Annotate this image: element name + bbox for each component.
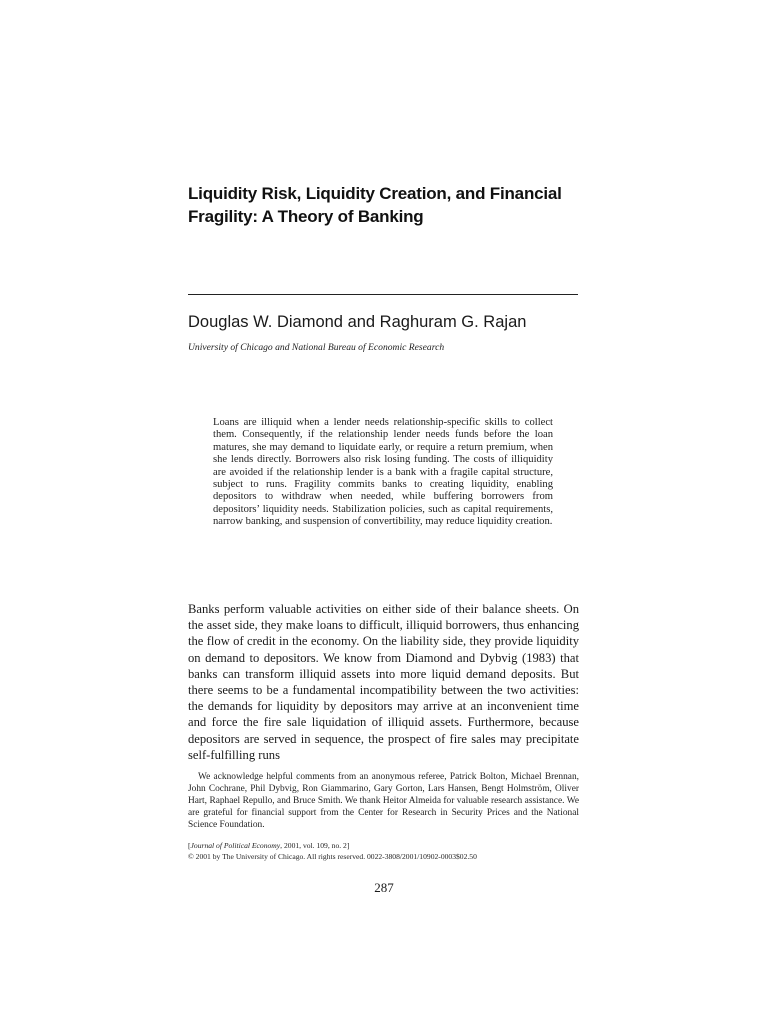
- title-divider: [188, 294, 578, 295]
- journal-citation: [188, 841, 579, 852]
- journal-name: Journal of Political Economy: [190, 841, 281, 850]
- copyright-notice: © 2001 by The University of Chicago. All rights reserved. 0022-3808/2001/10902-0003$02.50: [188, 852, 477, 861]
- journal-details: , 2001, vol. 109, no. 2]: [280, 841, 350, 850]
- abstract: Loans are illiquid when a lender needs relationship-specific skills to collect them. Consequently, if the relationship lender needs funds before the loan matures, she may demand to liquidate early, or require a return premium, when she lends directly. Borrowers also risk losing funding. The costs of illiquidity are avoided if the relationship lender is a bank with a fragile capital structure, subject to runs. Fragility commits banks to creating liquidity, enabling depositors to withdraw when needed, while buffering borrowers from depositors’ liquidity needs. Stabilization policies, such as capital requirements, narrow banking, and suspension of convertibility, may reduce liquidity creation.: [213, 417, 553, 528]
- journal-citation-open: [: [188, 841, 191, 850]
- page-number: 287: [374, 880, 394, 895]
- acknowledgment-footnote: We acknowledge helpful comments from an anonymous referee, Patrick Bolton, Michael Brennan, John Cochrane, Phil Dybvig, Ron Giammarino, Gary Gorton, Lars Hansen, Bengt Holmström, Oliver Hart, Raphael Repullo, and Bruce Smith. We thank Heitor Almeida for valuable research assistance. We are grateful for financial support from the Center for Research in Security Prices and the National Science Foundation.: [188, 772, 579, 830]
- article-authors: Douglas W. Diamond and Raghuram G. Rajan: [188, 313, 527, 331]
- article-title: Liquidity Risk, Liquidity Creation, and Financial Fragility: A Theory of Banking: [188, 184, 562, 226]
- author-affiliation: University of Chicago and National Bureau of Economic Research: [188, 342, 445, 353]
- body-paragraph: Banks perform valuable activities on either side of their balance sheets. On the asset side, they make loans to difficult, illiquid borrowers, thus enhancing the flow of credit in the economy. On the liability side, they provide liquidity on demand to depositors. We know from Diamond and Dybvig (1983) that banks can transform illiquid assets into more liquid demand deposits. But there seems to be a fundamental incompatibility between the two activities: the demands for liquidity by depositors may arrive at an inconvenient time and force the fire sale liquidation of illiquid assets. Furthermore, because depositors are served in sequence, the prospect of fire sales may precipitate self-fulfilling runs: [188, 602, 579, 762]
